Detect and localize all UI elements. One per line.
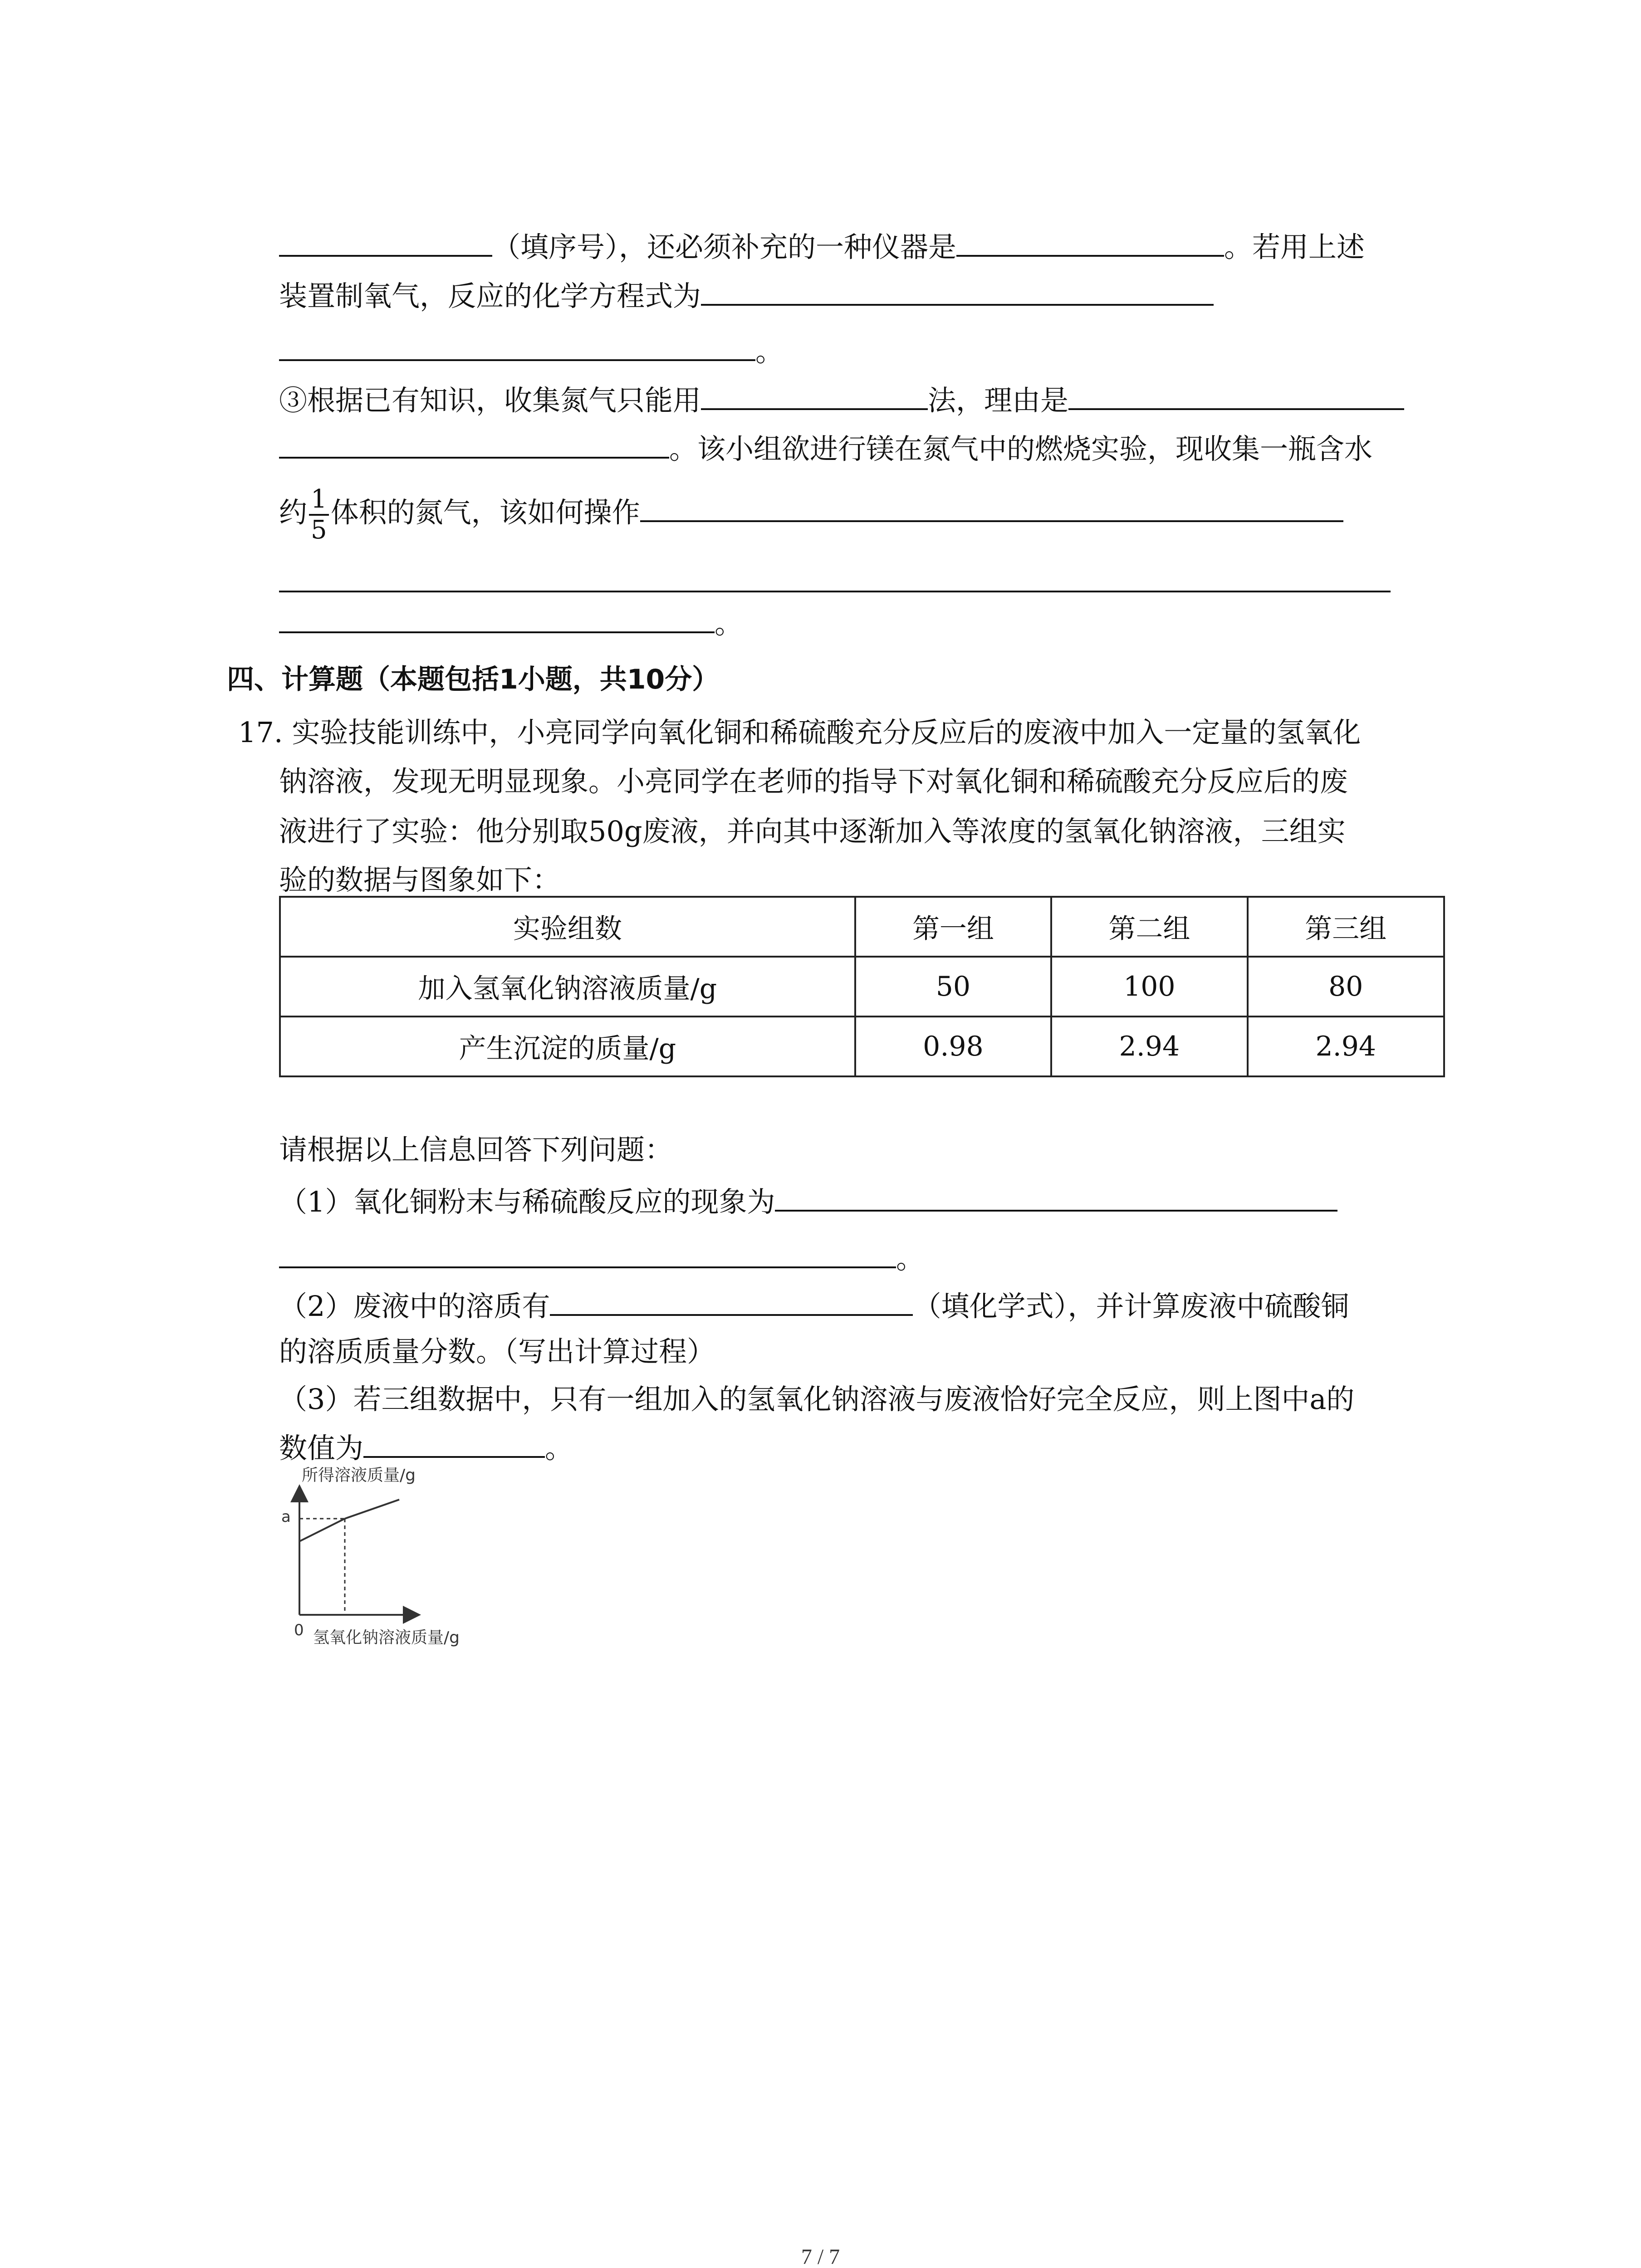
sub-question-3: （3）若三组数据中，只有一组加入的氢氧化钠溶液与废液恰好完全反应，则上图中a的 [279, 1383, 1355, 1416]
question-17-line-2: 钠溶液，发现无明显现象。小亮同学在老师的指导下对氧化铜和稀硫酸充分反应后的废 [279, 765, 1348, 798]
answer-blank[interactable] [1068, 380, 1404, 410]
question-17-line-1: 17. 实验技能训练中，小亮同学向氧化铜和稀硫酸充分反应后的废液中加入一定量的氢氧化 [238, 716, 1361, 749]
table-cell: 第一组 [855, 897, 1051, 957]
answer-blank[interactable] [550, 1286, 913, 1316]
table-row [280, 1017, 1444, 1076]
answer-blank[interactable] [956, 227, 1224, 257]
sub-question-2: （2）废液中的溶质有 （填化学式），并计算废液中硫酸铜 [279, 1286, 1349, 1325]
solution-mass-graph [263, 1465, 517, 1660]
answer-blank[interactable] [279, 603, 715, 633]
table-cell: 2.94 [1248, 1017, 1444, 1076]
table-cell: 50 [855, 957, 1051, 1017]
line-6: 约 $\frac{1}{5}$ 体积的氮气，该如何操作 [279, 479, 1343, 547]
sub-question-1-cont: 。 [279, 1238, 924, 1277]
sub-question-2-cont: 的溶质质量分数。（写出计算过程） [279, 1335, 715, 1368]
answer-line[interactable] [279, 591, 1391, 592]
prompt: 请根据以上信息回答下列问题： [279, 1133, 673, 1166]
line-1: （填序号），还必须补充的一种仪器是 。若用上述 [279, 227, 1365, 265]
answer-blank[interactable] [775, 1182, 1337, 1212]
sub-question-1: （1）氧化铜粉末与稀硫酸反应的现象为 [279, 1182, 1337, 1220]
table-row [280, 957, 1444, 1017]
question-17-line-3: 液进行了实验：他分别取50g废液，并向其中逐渐加入等浓度的氢氧化钠溶液，三组实 [279, 815, 1346, 848]
a-label: a [281, 1508, 291, 1526]
table-cell: 加入氢氧化钠溶液质量/g [280, 957, 855, 1017]
x-axis-label: 氢氧化钠溶液质量/g [313, 1628, 460, 1647]
sub-question-3-cont: 数值为 。 [279, 1428, 573, 1466]
y-axis-label: 所得溶液质量/g [302, 1466, 416, 1485]
table-cell: 第三组 [1248, 897, 1444, 957]
line-2: 装置制氧气，反应的化学方程式为 [279, 276, 1214, 314]
line-3: 。 [279, 331, 784, 370]
graph-segment-1 [299, 1519, 345, 1541]
answer-blank[interactable] [279, 1238, 896, 1268]
answer-blank[interactable] [701, 380, 928, 410]
table-cell: 80 [1248, 957, 1444, 1017]
table-cell: 2.94 [1051, 1017, 1247, 1076]
fraction-one-fifth: $\frac{1}{5}$ [309, 485, 329, 545]
page-number: 7 / 7 [801, 2245, 840, 2268]
table-cell: 第二组 [1051, 897, 1247, 957]
answer-blank[interactable] [363, 1428, 545, 1458]
table-cell: 100 [1051, 957, 1247, 1017]
answer-blank[interactable] [279, 227, 492, 257]
section-title: 四、计算题（本题包括1小题，共10分） [227, 664, 720, 695]
answer-blank[interactable] [701, 276, 1214, 306]
answer-blank[interactable] [640, 492, 1343, 522]
line-4: ③根据已有知识，收集氮气只能用 法，理由是 [279, 380, 1404, 419]
question-17-line-4: 验的数据与图象如下： [279, 863, 561, 896]
table-cell: 实验组数 [280, 897, 855, 957]
table-cell: 0.98 [855, 1017, 1051, 1076]
answer-blank[interactable] [279, 331, 755, 361]
table-cell: 产生沉淀的质量/g [280, 1017, 855, 1076]
origin-label: 0 [294, 1621, 304, 1639]
answer-blank[interactable] [279, 429, 669, 459]
table-header-row [280, 897, 1444, 957]
data-table [279, 896, 1445, 1077]
graph-segment-2 [345, 1500, 399, 1519]
line-5: 。该小组欲进行镁在氮气中的燃烧实验，现收集一瓶含水 [279, 429, 1372, 467]
line-8: 。 [279, 603, 743, 642]
